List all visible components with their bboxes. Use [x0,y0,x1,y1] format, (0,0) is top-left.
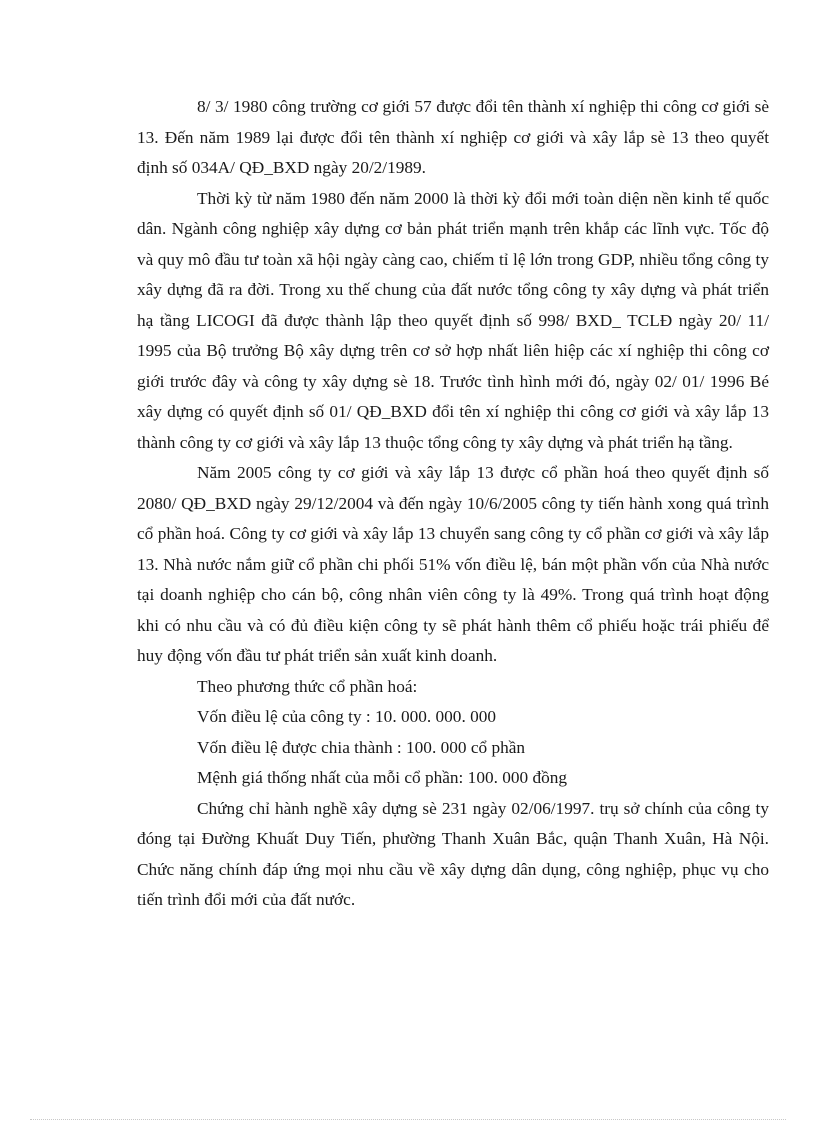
paragraph-renovation-period: Thời kỳ từ năm 1980 đến năm 2000 là thời kỳ đổi mới toàn diện nền kinh tế quốc dân. Ngành công nghiệp xây dựng cơ bản phát triển mạnh trên khắp các lĩnh vực. Tốc độ và quy mô đầu tư toàn xã hội ngày càng cao, chiếm tỉ lệ lớn trong GDP, nhiều tổng công ty xây dựng đã ra đời. Trong xu thế chung của đất nước tổng công ty xây dựng và phát triển hạ tầng LICOGI đã được thành lập theo quyết định số 998/ BXD_ TCLĐ ngày 20/ 11/ 1995 của Bộ trưởng Bộ xây dựng trên cơ sở hợp nhất liên hiệp các xí nghiệp thi công cơ giới trước đây và công ty xây dựng sè 18. Trước tình hình mới đó, ngày 02/ 01/ 1996 Bé xây dựng có quyết định số 01/ QĐ_BXD đổi tên xí nghiệp thi công cơ giới và xây lắp 13 thành công ty cơ giới và xây lắp 13 thuộc tổng công ty xây dựng và phát triển hạ tầng. [137,188,769,452]
charter-capital-line: Vốn điều lệ của công ty : 10. 000. 000. 000 [197,707,497,726]
document-body [137,92,769,916]
shares-count-line: Vốn điều lệ được chia thành : 100. 000 cổ phần [197,737,526,757]
paragraph-renaming-history: 8/ 3/ 1980 công trường cơ giới 57 được đổi tên thành xí nghiệp thi công cơ giới sè 13. Đến năm 1989 lại được đổi tên thành xí nghiệp cơ giới và xây lắp sè 13 theo quyết định số 034A/ QĐ_BXD ngày 20/2/1989. [137,97,769,177]
share-par-value-line: Mệnh giá thống nhất của mỗi cổ phần: 100. 000 đồng [197,768,568,787]
equitization-method-line: Theo phương thức cổ phần hoá: [197,676,418,696]
paragraph-headquarters: Chứng chỉ hành nghề xây dựng sè 231 ngày 02/06/1997. trụ sở chính của công ty đóng tại Đường Khuất Duy Tiến, phường Thanh Xuân Bắc, quận Thanh Xuân, Hà Nội. Chức năng chính đáp ứng mọi nhu cầu về xây dựng dân dụng, công nghiệp, phục vụ cho tiến trình đổi mới của đất nước. [137,798,769,909]
page-bottom-divider [30,1119,786,1120]
paragraph-equitization: Năm 2005 công ty cơ giới và xây lắp 13 được cổ phần hoá theo quyết định số 2080/ QĐ_BXD ngày 29/12/2004 và đến ngày 10/6/2005 công ty tiến hành xong quá trình cổ phần hoá. Công ty cơ giới và xây lắp 13 chuyển sang công ty cổ phần cơ giới và xây lắp 13. Nhà nước nắm giữ cổ phần chi phối 51% vốn điều lệ, bán một phần vốn của Nhà nước tại doanh nghiệp cho cán bộ, công nhân viên công ty là 49%. Trong quá trình hoạt động khi có nhu cầu và có đủ điều kiện công ty sẽ phát hành thêm cổ phiếu hoặc trái phiếu để huy động vốn đầu tư phát triển sản xuất kinh doanh. [137,463,769,665]
